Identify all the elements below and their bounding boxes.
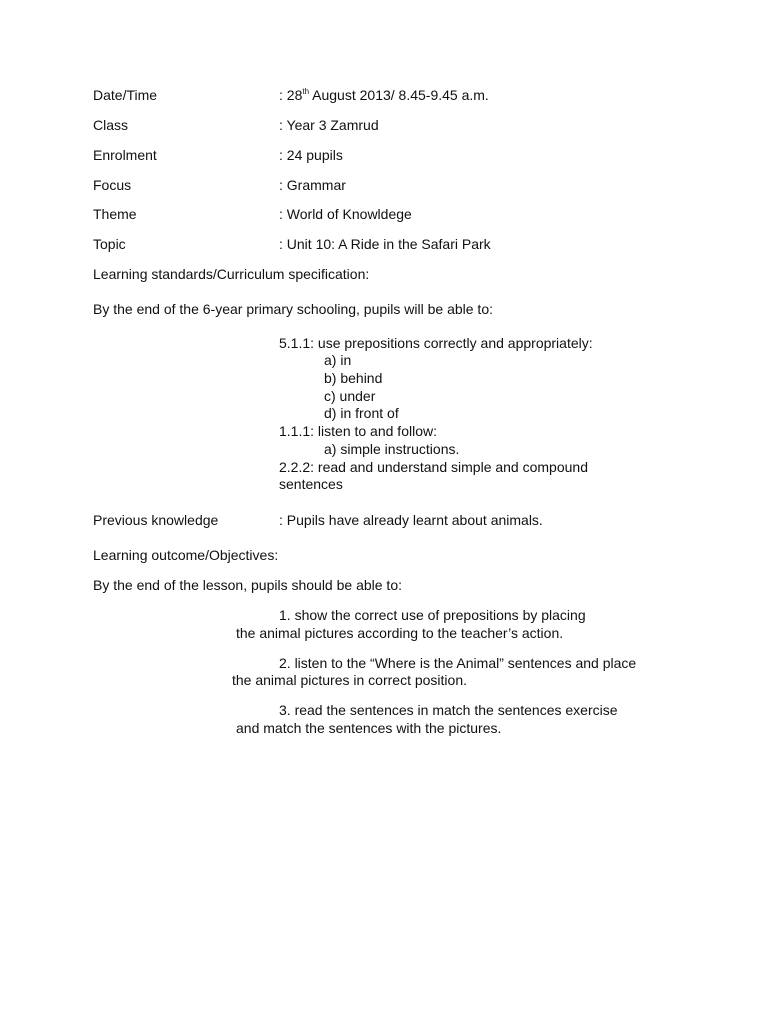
date-time-suffix: th [302, 87, 310, 96]
previous-knowledge-label: Previous knowledge [93, 512, 219, 528]
standard-line: a) simple instructions. [324, 441, 460, 457]
class-value: : Year 3 Zamrud [279, 117, 379, 133]
topic-label: Topic [93, 236, 126, 252]
enrolment-label: Enrolment [93, 147, 157, 163]
date-time-label: Date/Time [93, 87, 158, 103]
enrolment-value: : 24 pupils [279, 147, 343, 163]
theme-label: Theme [93, 206, 137, 222]
objective-3-line2: and match the sentences with the pictures. [236, 720, 502, 736]
objective-2-line2: the animal pictures in correct position. [232, 672, 467, 688]
learning-standards-heading: Learning standards/Curriculum specification: [93, 266, 370, 282]
standard-line: 1.1.1: listen to and follow: [279, 423, 437, 439]
theme-value: : World of Knowldege [279, 206, 412, 222]
objectives-intro: By the end of the lesson, pupils should be able to: [93, 577, 402, 593]
objective-3-line1: 3. read the sentences in match the sentences exercise [279, 702, 618, 718]
learning-standards-intro: By the end of the 6-year primary schooling, pupils will be able to: [93, 301, 493, 317]
class-label: Class [93, 117, 129, 133]
standard-line: a) in [324, 352, 352, 368]
standard-line: b) behind [324, 370, 383, 386]
objectives-heading: Learning outcome/Objectives: [93, 547, 279, 563]
date-time-day: : 28 [279, 87, 303, 103]
previous-knowledge-value: : Pupils have already learnt about animals. [279, 512, 543, 528]
date-time-rest: August 2013/ 8.45-9.45 a.m. [309, 87, 489, 103]
objective-2-line1: 2. listen to the “Where is the Animal” sentences and place [279, 655, 637, 671]
topic-value: : Unit 10: A Ride in the Safari Park [279, 236, 491, 252]
focus-value: : Grammar [279, 177, 346, 193]
focus-label: Focus [93, 177, 132, 193]
standard-line: c) under [324, 388, 376, 404]
standard-line: sentences [279, 476, 343, 492]
date-time-value [279, 86, 489, 104]
standard-line: d) in front of [324, 405, 399, 421]
objective-1-line2: the animal pictures according to the teacher’s action. [236, 625, 564, 641]
standard-line: 5.1.1: use prepositions correctly and appropriately: [279, 335, 593, 351]
objective-1-line1: 1. show the correct use of prepositions by placing [279, 607, 586, 623]
standard-line: 2.2.2: read and understand simple and compound [279, 459, 588, 475]
